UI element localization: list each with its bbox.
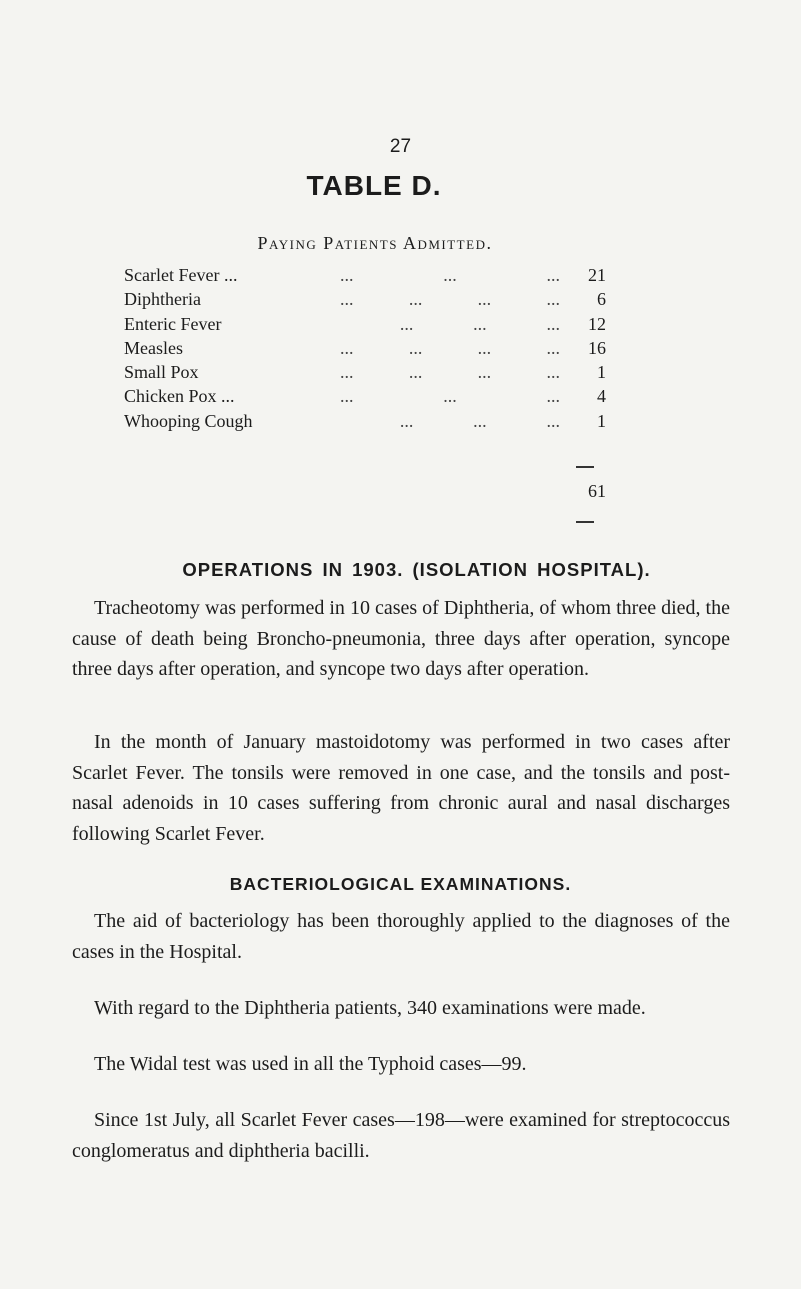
row-leader-dots: ... ... ... ...	[340, 362, 560, 383]
table-row	[124, 384, 606, 408]
row-label: Scarlet Fever ...	[124, 265, 238, 285]
row-label: Enteric Fever	[124, 313, 222, 334]
table-row	[124, 287, 606, 311]
table-row	[124, 409, 606, 433]
table-subtitle: Paying Patients Admitted.	[257, 233, 493, 253]
row-label: Chicken Pox ...	[124, 386, 235, 407]
operations-paragraph-1: Tracheotomy was performed in 10 cases of Diphtheria, of whom three died, the cause of death being Broncho-pneumonia, three days after operation, syncope three days after operation, and syncope two days after operation.	[72, 597, 730, 680]
bacteriological-paragraph-4: Since 1st July, all Scarlet Fever cases—198—were examined for streptococcus conglomeratus and diphtheria bacilli.	[72, 1109, 730, 1162]
row-label: Whooping Cough	[124, 410, 253, 431]
row-value: 1	[597, 410, 606, 431]
page-number: 27	[389, 136, 412, 157]
row-value: 6	[597, 289, 606, 310]
row-value: 12	[588, 313, 606, 334]
bacteriological-paragraph-3: The Widal test was used in all the Typhoid cases—99.	[94, 1053, 527, 1075]
table-row	[124, 360, 606, 384]
table-row	[124, 312, 606, 336]
total-rule-bottom	[576, 521, 594, 523]
row-value: 4	[597, 386, 606, 407]
row-value: 21	[588, 265, 606, 285]
table-total: 61	[588, 481, 606, 501]
row-leader-dots: ... ... ...	[399, 313, 560, 334]
total-rule-top	[576, 466, 594, 468]
operations-heading: OPERATIONS IN 1903. (ISOLATION HOSPITAL).	[182, 559, 651, 580]
row-label: Small Pox	[124, 362, 199, 383]
row-leader-dots: ... ... ...	[399, 410, 560, 431]
bacteriological-heading: BACTERIOLOGICAL EXAMINATIONS.	[229, 874, 572, 894]
row-leader-dots: ... ... ... ...	[340, 289, 560, 310]
admissions-table	[124, 263, 606, 433]
row-label: Measles	[124, 337, 183, 358]
bacteriological-paragraph-2: With regard to the Diphtheria patients, 340 examinations were made.	[94, 997, 646, 1019]
row-leader-dots: ... ... ... ...	[340, 337, 560, 358]
row-label: Diphtheria	[124, 289, 201, 310]
table-title: TABLE D.	[306, 170, 442, 201]
row-value: 1	[597, 362, 606, 383]
table-row	[124, 263, 606, 287]
bacteriological-paragraph-1: The aid of bacteriology has been thoroughly applied to the diagnoses of the cases in the Hospital.	[72, 910, 730, 963]
row-leader-dots: ... ... ...	[340, 265, 560, 285]
operations-paragraph-2: In the month of January mastoidotomy was performed in two cases after Scarlet Fever. The tonsils were removed in one case, and the tonsils and post-nasal adenoids in 10 cases suffering from chronic aural and nasal discharges following Scarlet Fever.	[72, 731, 730, 845]
row-leader-dots: ... ... ...	[340, 386, 560, 407]
table-row	[124, 336, 606, 360]
row-value: 16	[588, 337, 606, 358]
